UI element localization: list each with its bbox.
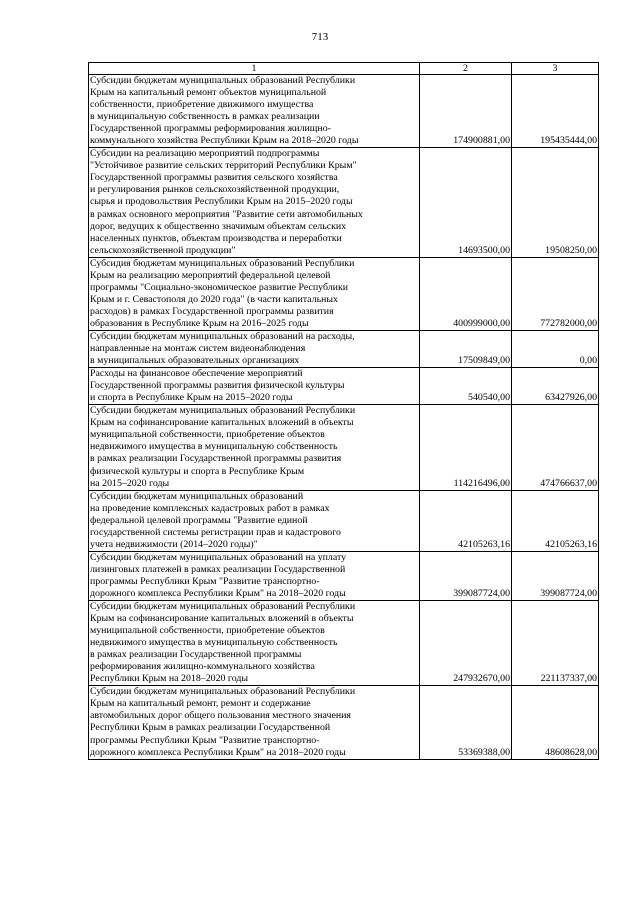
row-value-col3: 63427926,00 [512, 368, 599, 405]
row-value-col2: 53369388,00 [420, 686, 512, 759]
row-value-col3: 0,00 [512, 330, 599, 367]
row-value-col3: 772782000,00 [512, 257, 599, 330]
row-value-col2: 540540,00 [420, 368, 512, 405]
table-row [89, 368, 599, 405]
row-value-col3: 221137337,00 [512, 601, 599, 686]
row-description: Субсидия бюджетам муниципальных образований Республики Крым на реализацию мероприятий федеральной целевой программы "Социально-экономическое развитие Республики Крым и г. Севастополя до 2020 года" (в части капитальных расходов) в рамках Государственной программы развития образования в Республике Крым на 2016–2025 годы [89, 257, 420, 330]
row-value-col3: 42105263,16 [512, 490, 599, 551]
row-description: Субсидии бюджетам муниципальных образований Республики Крым на капитальный ремонт, ремонт и содержание автомобильных дорог общего пользования местного значения Республики Крым в рамках реализации Государственной программы Республики Крым "Развитие транспортно- дорожного комплекса Республики Крым" на 2018–2020 годы [89, 686, 420, 759]
row-value-col2: 174900881,00 [420, 75, 512, 148]
table-header-row [89, 63, 599, 75]
row-description: Субсидии бюджетам муниципальных образований на уплату лизинговых платежей в рамках реализации Государственной программы Республики Крым "Развитие транспортно- дорожного комплекса Республики Крым" на 2018–2020 годы [89, 551, 420, 600]
table-row [89, 490, 599, 551]
row-value-col2: 17509849,00 [420, 330, 512, 367]
row-value-col3: 474766637,00 [512, 405, 599, 490]
page-number: 713 [311, 31, 329, 43]
row-description: Расходы на финансовое обеспечение мероприятий Государственной программы развития физической культуры и спорта в Республике Крым на 2015–2020 годы [89, 368, 420, 405]
table-row [89, 551, 599, 600]
row-value-col2: 14693500,00 [420, 148, 512, 257]
table-row [89, 75, 599, 148]
row-description: Субсидии бюджетам муниципальных образований на проведение комплексных кадастровых работ в рамках федеральной целевой программы "Развитие единой государственной системы регистрации прав и кадастрового учета недвижимости (2014–2020 годы)" [89, 490, 420, 551]
row-description: Субсидии бюджетам муниципальных образований Республики Крым на капитальный ремонт объектов муниципальной собственности, приобретение движимого имущества в муниципальную собственность в рамках реализации Государственной программы реформирования жилищно- коммунального хозяйства Республики Крым на 2018–2020 годы [89, 75, 420, 148]
row-description: Субсидии на реализацию мероприятий подпрограммы "Устойчивое развитие сельских территорий Республики Крым" Государственной программы развития сельского хозяйства и регулирования рынков сельскохозяйственной продукции, сырья и продовольствия Республики Крым на 2015–2020 годы в рамках основного мероприятия "Развитие сети автомобильных дорог, ведущих к общественно значимым объектам сельских населенных пунктов, объектам производства и переработки сельскохозяйственной продукции" [89, 148, 420, 257]
row-description: Субсидии бюджетам муниципальных образований Республики Крым на софинансирование капитальных вложений в объекты муниципальной собственности, приобретение объектов недвижимого имущества в муниципальную собственность в рамках реализации Государственной программы реформирования жилищно-коммунального хозяйства Республики Крым на 2018–2020 годы [89, 601, 420, 686]
row-value-col3: 48608628,00 [512, 686, 599, 759]
column-header-1: 1 [89, 63, 420, 75]
row-value-col2: 114216496,00 [420, 405, 512, 490]
table-row [89, 405, 599, 490]
row-value-col3: 19508250,00 [512, 148, 599, 257]
row-value-col3: 195435444,00 [512, 75, 599, 148]
column-header-2: 2 [420, 63, 512, 75]
row-value-col2: 42105263,16 [420, 490, 512, 551]
table-row [89, 686, 599, 759]
row-description: Субсидии бюджетам муниципальных образований Республики Крым на софинансирование капитальных вложений в объекты муниципальной собственности, приобретение объектов недвижимого имущества в муниципальную собственность в рамках реализации Государственной программы развития физической культуры и спорта в Республике Крым на 2015–2020 годы [89, 405, 420, 490]
table-row [89, 148, 599, 257]
table-row [89, 330, 599, 367]
row-value-col2: 400999000,00 [420, 257, 512, 330]
table-row [89, 601, 599, 686]
budget-table [88, 62, 599, 760]
column-header-3: 3 [512, 63, 599, 75]
row-value-col2: 247932670,00 [420, 601, 512, 686]
row-value-col3: 399087724,00 [512, 551, 599, 600]
row-description: Субсидии бюджетам муниципальных образований на расходы, направленные на монтаж систем видеонаблюдения в муниципальных образовательных организациях [89, 330, 420, 367]
row-value-col2: 399087724,00 [420, 551, 512, 600]
table-row [89, 257, 599, 330]
